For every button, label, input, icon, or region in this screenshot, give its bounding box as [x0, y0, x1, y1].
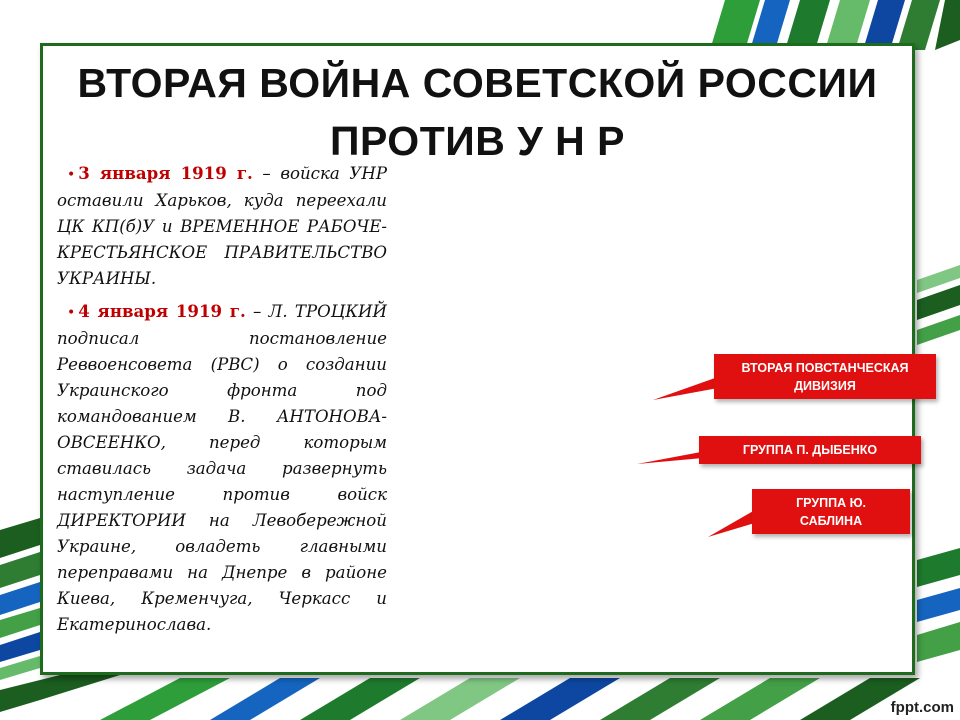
bullet-text: – войска УНР оставили Харьков, куда переехали ЦК КП(б)У и ВРЕМЕННОЕ РАБОЧЕ-КРЕСТЬЯНСКОЕ ПРАВИТЕЛЬСТВО УКРАИНЫ. [57, 164, 387, 288]
bullet-date: 3 января 1919 г. [78, 163, 253, 183]
bullet-list [57, 160, 387, 644]
bullet-item [57, 298, 387, 638]
callout-sablin-group: ГРУППА Ю. САБЛИНА [752, 489, 910, 534]
fppt-logo: fppt.com [890, 699, 954, 716]
callout-second-insurgent-division: ВТОРАЯ ПОВСТАНЧЕСКАЯ ДИВИЗИЯ [714, 354, 936, 399]
bullet-dot-icon: • [67, 167, 76, 183]
bullet-text: – Л. ТРОЦКИЙ подписал постановление Реввоенсовета (РВС) о создании Украинского фронта под командованием В. АНТОНОВА-ОВСЕЕНКО, перед которым ставилась задача развернуть наступление против войск ДИРЕКТОРИИ на Левобережной Украине, овладеть главными переправами на Днепре в районе Киева, Кременчуга, Черкасс и Екатеринослава. [57, 302, 387, 634]
bullet-date: 4 января 1919 г. [78, 301, 246, 321]
title-line-1: ВТОРАЯ ВОЙНА СОВЕТСКОЙ РОССИИ [77, 60, 878, 106]
bullet-dot-icon: • [67, 305, 76, 321]
callout-dybenko-group: ГРУППА П. ДЫБЕНКО [699, 436, 921, 464]
slide-title [43, 54, 912, 170]
bullet-item [57, 160, 387, 292]
title-line-2: ПРОТИВ У Н Р [330, 118, 625, 164]
